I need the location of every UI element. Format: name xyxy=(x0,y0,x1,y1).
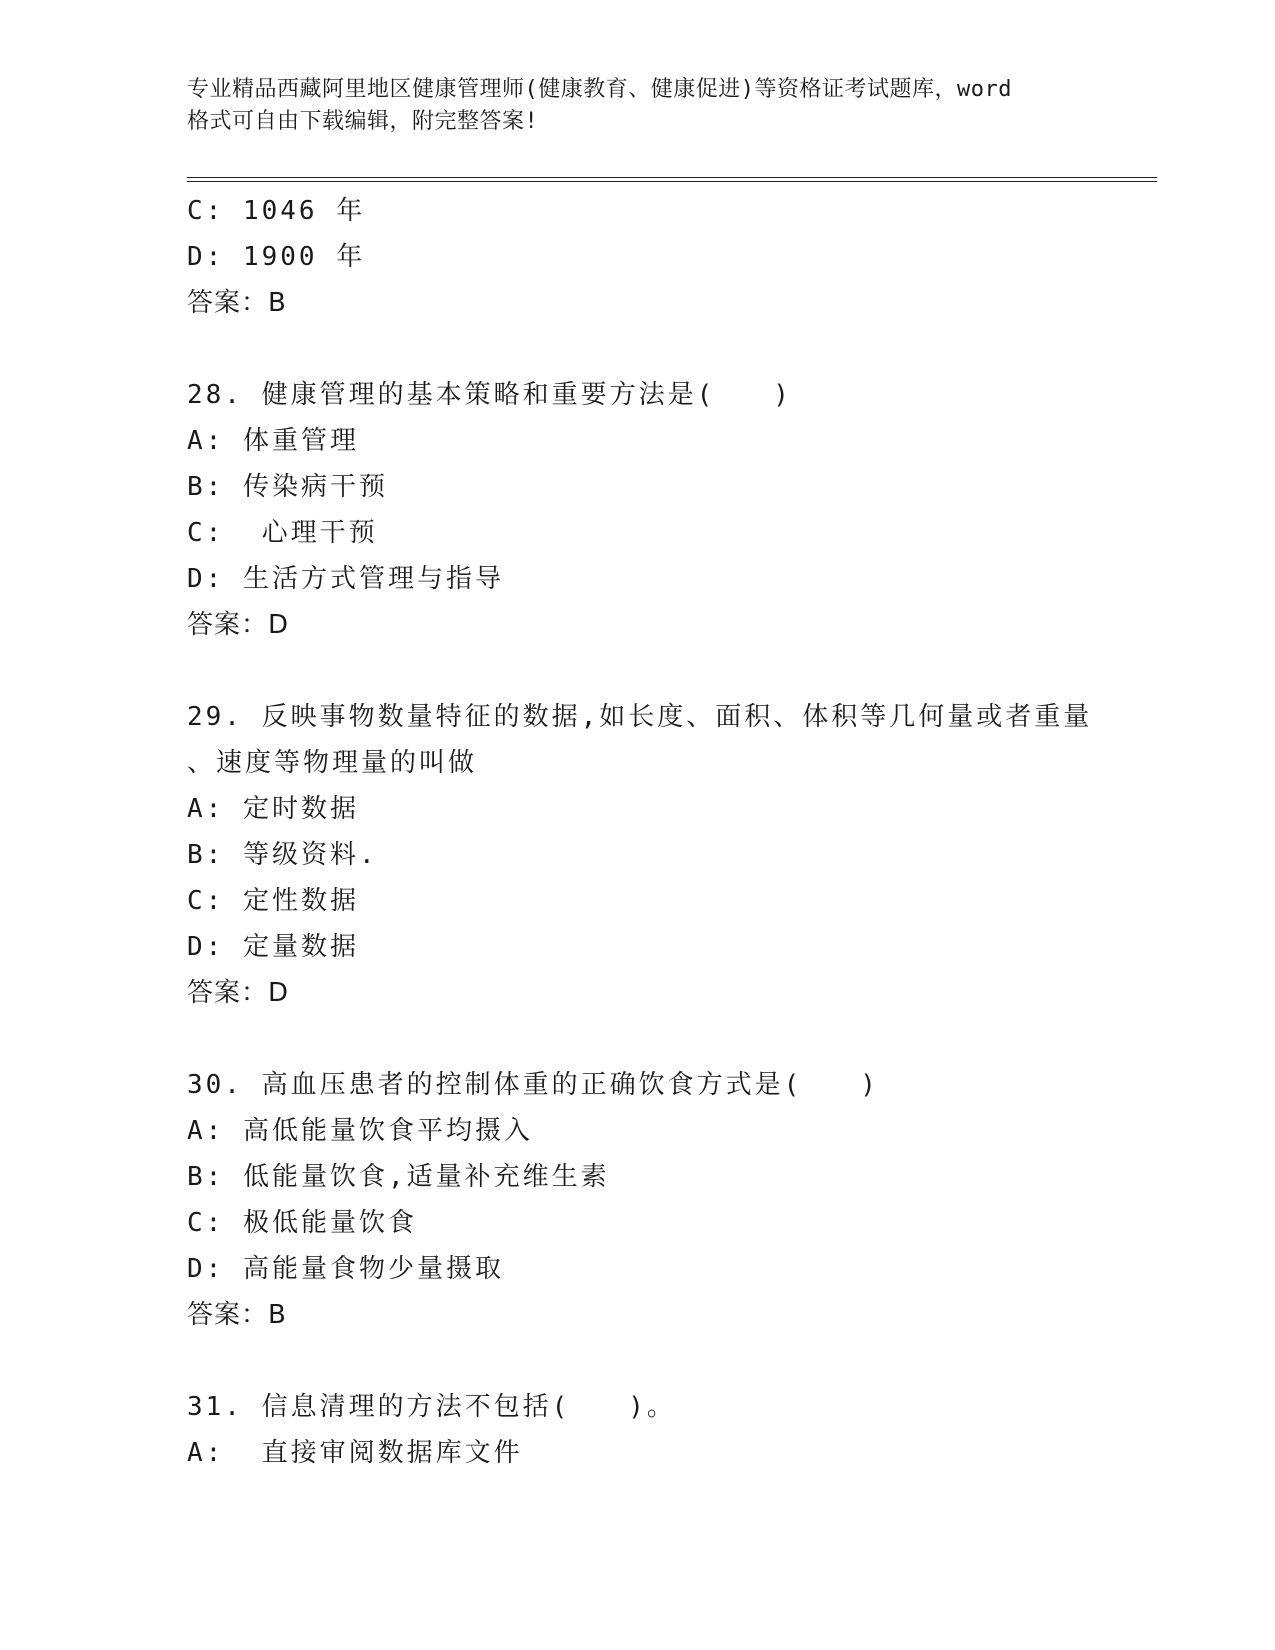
question-list xyxy=(187,188,1093,1476)
answer: 答案：B xyxy=(187,288,287,318)
spacer xyxy=(187,326,1087,372)
answer: 答案：B xyxy=(187,1300,287,1330)
option-c: C: 定性数据 xyxy=(187,886,359,916)
header-divider xyxy=(187,177,1157,182)
answer: 答案：D xyxy=(187,978,290,1008)
option-a: A: 高低能量饮食平均摄入 xyxy=(187,1116,533,1146)
question-31 xyxy=(187,1384,1087,1476)
question-text: 28. 健康管理的基本策略和重要方法是( ) xyxy=(187,380,792,410)
question-text-line-1: 29. 反映事物数量特征的数据,如长度、面积、体积等几何量或者重量 xyxy=(187,702,1093,732)
spacer xyxy=(187,1016,1087,1062)
question-text: 31. 信息清理的方法不包括( )。 xyxy=(187,1392,676,1422)
question-text-line-2: 、速度等物理量的叫做 xyxy=(187,748,478,778)
option-b: B: 传染病干预 xyxy=(187,472,388,502)
header-line-2: 格式可自由下载编辑，附完整答案! xyxy=(187,109,539,134)
option-c: C: 心理干预 xyxy=(187,518,378,548)
question-30 xyxy=(187,1062,1087,1338)
option-a: A: 体重管理 xyxy=(187,426,359,456)
document-header xyxy=(187,74,1087,138)
option-d: D: 生活方式管理与指导 xyxy=(187,564,504,594)
answer: 答案：D xyxy=(187,610,290,640)
spacer xyxy=(187,1338,1087,1384)
option-d: D: 高能量食物少量摄取 xyxy=(187,1254,504,1284)
option-c: C: 1046 年 xyxy=(187,196,366,226)
option-b: B: 等级资料. xyxy=(187,840,378,870)
option-c: C: 极低能量饮食 xyxy=(187,1208,417,1238)
question-28 xyxy=(187,372,1087,648)
option-a: A: 定时数据 xyxy=(187,794,359,824)
question-27-tail xyxy=(187,188,1087,326)
question-29 xyxy=(187,694,1093,1016)
option-a: A: 直接审阅数据库文件 xyxy=(187,1438,523,1468)
option-d: D: 1900 年 xyxy=(187,242,366,272)
option-b: B: 低能量饮食,适量补充维生素 xyxy=(187,1162,610,1192)
header-line-1: 专业精品西藏阿里地区健康管理师(健康教育、健康促进)等资格证考试题库，word xyxy=(187,77,1012,102)
spacer xyxy=(187,648,1087,694)
question-text: 30. 高血压患者的控制体重的正确饮食方式是( ) xyxy=(187,1070,879,1100)
option-d: D: 定量数据 xyxy=(187,932,359,962)
